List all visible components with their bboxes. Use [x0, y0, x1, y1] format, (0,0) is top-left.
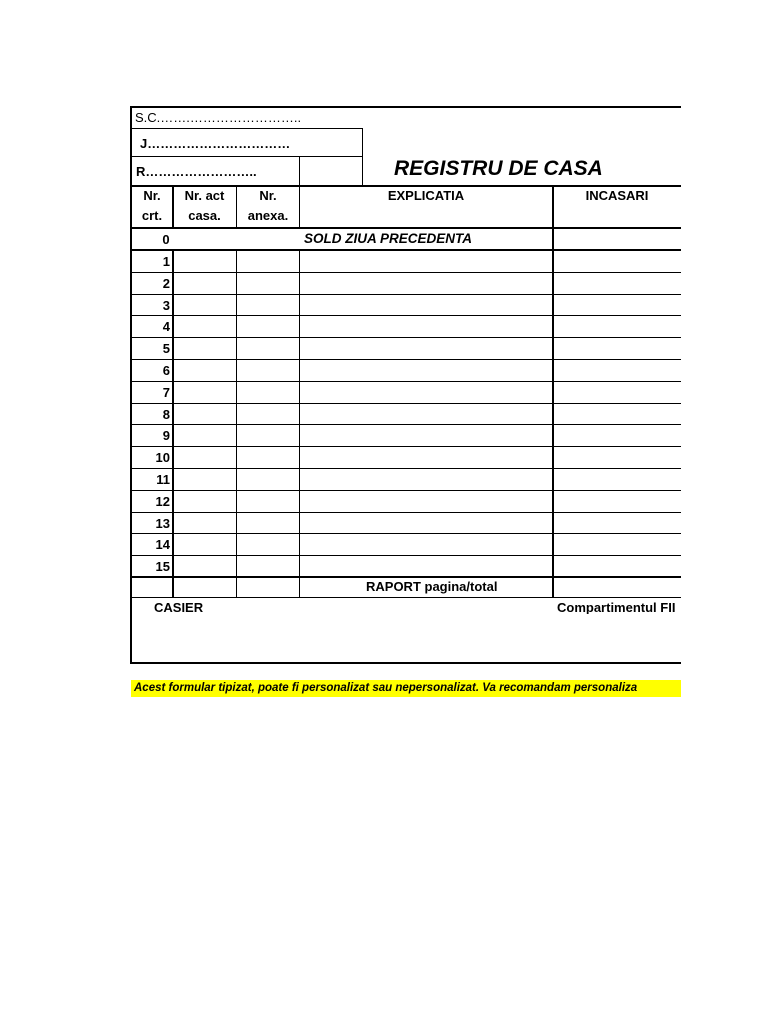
col-divider-explicatia	[552, 185, 554, 598]
row-number: 13	[155, 515, 170, 531]
col-header-nr-crt-1: Nr.	[143, 188, 161, 203]
table-row	[131, 533, 681, 534]
table-row	[131, 424, 681, 425]
header-divider-2	[131, 156, 363, 157]
col-header-nr-crt-2: crt.	[141, 208, 163, 223]
table-row	[131, 446, 681, 447]
row-number: 11	[156, 472, 170, 487]
col-header-incasari: INCASARI	[585, 188, 649, 203]
col-header-nr-act-1: Nr. act	[184, 188, 225, 203]
table-row	[131, 381, 681, 382]
company-r-field: R……………………..	[136, 164, 257, 179]
table-row	[131, 555, 681, 556]
row-number: 1	[162, 254, 170, 269]
opening-row-number: 0	[162, 232, 170, 247]
header-r-box-divider	[299, 156, 300, 186]
company-sc-field: S.C.…….……………………..	[135, 110, 302, 125]
row-number: 2	[162, 275, 170, 291]
col-header-nr-anexa-2: anexa.	[247, 208, 289, 223]
table-row	[131, 512, 681, 513]
raport-label: RAPORT pagina/total	[366, 579, 498, 594]
page-title: REGISTRU DE CASA	[394, 157, 603, 180]
row-number: 3	[162, 297, 170, 313]
rows-bottom	[131, 576, 681, 578]
compartiment-label: Compartimentul FII	[557, 601, 676, 614]
table-row	[131, 294, 681, 295]
row-number: 6	[162, 363, 170, 378]
col-header-nr-anexa-1: Nr.	[259, 188, 277, 203]
table-row	[131, 468, 681, 469]
personalization-notice	[131, 680, 681, 697]
row-number: 15	[155, 559, 170, 575]
opening-row-bottom	[131, 249, 681, 251]
row-number: 9	[162, 428, 170, 444]
col-divider-nract-body	[236, 249, 237, 598]
row-number: 7	[162, 384, 170, 400]
header-box-right	[362, 128, 363, 186]
col-divider-nranexa-body	[299, 249, 300, 598]
table-row	[131, 359, 681, 360]
row-number: 10	[155, 450, 170, 466]
table-row	[131, 337, 681, 338]
table-row	[131, 315, 681, 316]
row-number: 14	[155, 537, 170, 553]
table-row	[131, 403, 681, 404]
opening-row-label: SOLD ZIUA PRECEDENTA	[304, 231, 473, 246]
form-top-border	[131, 106, 681, 108]
row-number: 8	[162, 406, 170, 422]
row-number: 12	[155, 493, 170, 509]
casier-label: CASIER	[154, 600, 204, 615]
col-divider-nrcrt-body	[172, 249, 174, 598]
row-number: 4	[162, 319, 170, 335]
personalization-notice-text: Acest formular tipizat, poate fi personalizat sau nepersonalizat. Va recomandam personaliza	[134, 682, 638, 694]
table-row	[131, 272, 681, 273]
table-row	[131, 490, 681, 491]
table-header-bottom	[131, 227, 681, 229]
form-bottom-border	[131, 662, 681, 664]
row-number: 5	[162, 341, 170, 357]
col-header-explicatia: EXPLICATIA	[387, 188, 465, 203]
table-header-top	[131, 185, 681, 187]
company-j-field: J……………………………	[140, 136, 291, 151]
header-divider-1	[131, 128, 363, 129]
raport-row-bottom	[131, 597, 681, 598]
col-header-nr-act-2: casa.	[188, 208, 221, 223]
